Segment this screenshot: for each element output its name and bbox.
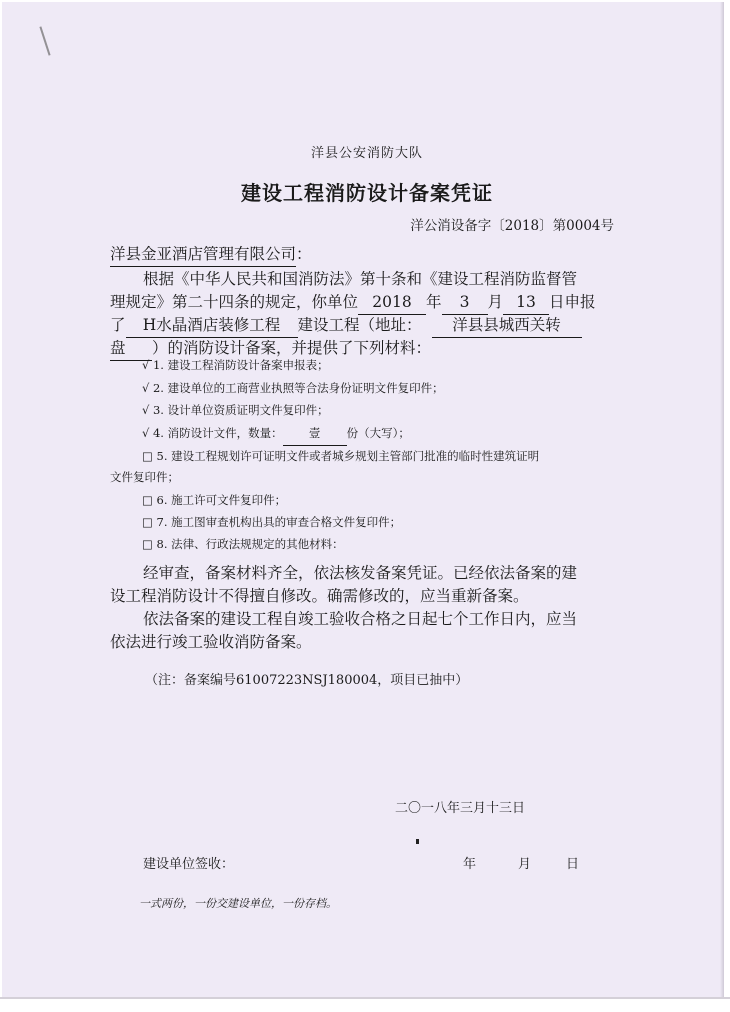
material-3: √ 3. 设计单位资质证明文件复印件；	[142, 403, 329, 417]
issue-date: 二〇一八年三月十三日	[395, 801, 526, 816]
footer-note: 一式两份，一份交建设单位，一份存档。	[139, 897, 337, 910]
document-page	[2, 2, 724, 999]
sign-month-label: 月	[518, 857, 532, 872]
recipient-suffix: ：	[296, 245, 312, 263]
ink-dot	[416, 839, 419, 844]
sign-year-label: 年	[463, 857, 477, 872]
month-label: 月	[487, 293, 504, 311]
material-4-text: √ 4. 消防设计文件，数量：	[142, 426, 283, 440]
conclusion-line-1: 经审查，备案材料齐全，依法核发备案凭证。已经依法备案的建	[143, 564, 578, 582]
material-1: √ 1. 建设工程消防设计备案申报表；	[142, 358, 329, 372]
material-5-cont: 文件复印件；	[110, 470, 179, 484]
material-6: □ 6. 施工许可文件复印件；	[142, 493, 287, 507]
scan-bottom-edge	[0, 997, 730, 999]
sign-day-label: 日	[566, 857, 580, 872]
project-name: H水晶酒店装修工程	[126, 314, 298, 338]
conclusion-line-3: 依法备案的建设工程自竣工验收合格之日起七个工作日内，应当	[143, 610, 578, 628]
project-address-cont: 盘	[110, 337, 152, 361]
document-number: 洋公消设备字〔2018〕第0004号	[410, 218, 614, 234]
scan-mark	[39, 26, 50, 55]
filing-month: 3	[442, 291, 488, 315]
recipient-line	[110, 243, 312, 267]
material-4-suffix: 份（大写）；	[346, 426, 410, 440]
project-address: 洋县县城西关转	[432, 314, 582, 338]
body-line-2-text: 理规定》第二十四条的规定，你单位	[110, 293, 359, 311]
body-line-2	[110, 291, 596, 315]
body-line-3	[110, 314, 582, 338]
conclusion-line-2: 设工程消防设计不得擅自修改。确需修改的，应当重新备案。	[110, 587, 529, 605]
material-5: □ 5. 建设工程规划许可证明文件或者城乡规划主管部门批准的临时性建筑证明	[142, 449, 540, 463]
body-line-1: 根据《中华人民共和国消防法》第十条和《建设工程消防监督管	[143, 270, 578, 288]
issuer: 洋县公安消防大队	[310, 146, 423, 161]
body-line-4-text: ）的消防设计备案，并提供了下列材料：	[152, 339, 432, 357]
document-title: 建设工程消防设计备案凭证	[241, 181, 493, 205]
year-label: 年	[426, 293, 442, 311]
material-4	[142, 422, 410, 446]
filing-year: 2018	[358, 291, 426, 315]
material-2: √ 2. 建设单位的工商营业执照等合法身份证明文件复印件；	[142, 381, 444, 395]
material-8: □ 8. 法律、行政法规规定的其他材料：	[142, 537, 344, 551]
conclusion-line-4: 依法进行竣工验收消防备案。	[110, 633, 312, 651]
body-line-3-mid: 建设工程（地址：	[297, 316, 422, 334]
filing-note: （注：备案编号61007223NSJ180004，项目已抽中）	[145, 673, 469, 688]
body-line-2-end: 日申报	[549, 293, 596, 311]
body-line-3-start: 了	[110, 316, 126, 334]
material-4-quantity: 壹	[283, 422, 347, 446]
recipient-name: 洋县金亚酒店管理有限公司	[110, 243, 296, 267]
signature-label: 建设单位签收：	[143, 857, 235, 872]
filing-day: 13	[503, 291, 549, 315]
material-7: □ 7. 施工图审查机构出具的审查合格文件复印件；	[142, 515, 402, 529]
